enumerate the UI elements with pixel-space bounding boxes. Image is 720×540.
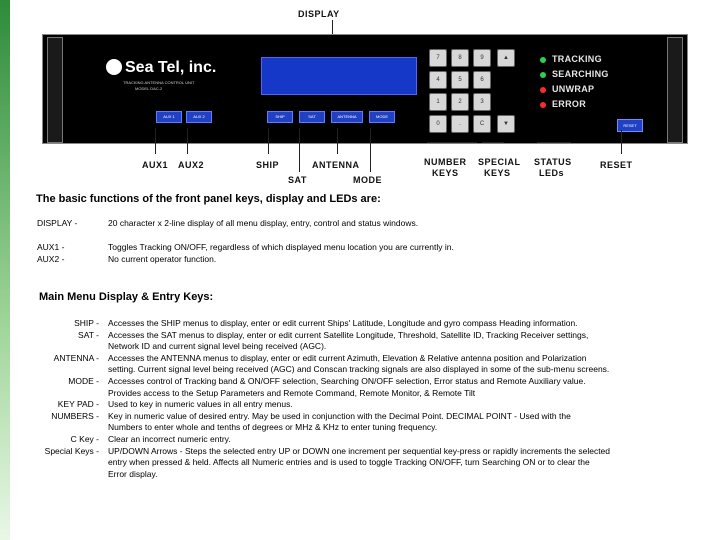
numpad-key[interactable]: C xyxy=(473,115,491,133)
reset-key[interactable]: RESET xyxy=(617,119,643,132)
led-unwrap-icon xyxy=(540,87,546,93)
desc-display: 20 character x 2-line display of all menu display, entry, control and status windows. xyxy=(108,218,419,228)
rack-ear-left xyxy=(47,37,63,143)
entry-description: Provides access to the Setup Parameters and Remote Command, Remote Monitor, & Remote Tilt xyxy=(108,387,476,398)
entry-description: setting. Current signal level being received (AGC) and Conscan tracking signals are also displayed in some of the sub-menu screens. xyxy=(108,364,610,375)
callout-reset: RESET xyxy=(600,160,633,170)
numpad-key[interactable]: 1 xyxy=(429,93,447,111)
numpad-key[interactable]: 3 xyxy=(473,93,491,111)
callout-aux1: AUX1 xyxy=(142,160,169,170)
callout-mode: MODE xyxy=(353,175,382,185)
led-label-error: ERROR xyxy=(552,99,587,109)
led-tracking-icon xyxy=(540,57,546,63)
callout-line xyxy=(268,128,269,154)
entry-term: KEY PAD - xyxy=(57,399,99,410)
led-searching-icon xyxy=(540,72,546,78)
desc-aux2: No current operator function. xyxy=(108,254,217,264)
entry-description: Error display. xyxy=(108,468,158,479)
lcd-display xyxy=(261,57,417,95)
numpad-key[interactable]: 5 xyxy=(451,71,469,89)
callout-sat: SAT xyxy=(288,175,307,185)
led-error-icon xyxy=(540,102,546,108)
entry-description: Used to key in numeric values in all entry menus. xyxy=(108,399,293,410)
section1-heading: The basic functions of the front panel keys, display and LEDs are: xyxy=(36,193,381,205)
control-unit-panel xyxy=(42,34,688,144)
entry-description: Network ID and current signal level being received (AGC). xyxy=(108,341,327,352)
numpad-key[interactable]: 9 xyxy=(473,49,491,67)
callout-special-keys: SPECIAL xyxy=(478,157,521,167)
entry-description: entry when pressed & held. Affects all Numeric entries and is used to toggle Tracking ON/OFF, turn Searching ON or to clear the xyxy=(108,457,590,468)
entry-description: Key in numeric value of desired entry. May be used in conjunction with the Decimal Point. DECIMAL POINT - Used with the xyxy=(108,410,571,421)
up-arrow-key[interactable]: ▲ xyxy=(497,49,515,67)
entry-description: Accesses the SAT menus to display, enter or edit current Satellite Longitude, Threshold, Satellite ID, Tracking Receiver settings, xyxy=(108,329,589,340)
callout-bracket xyxy=(427,142,477,143)
numpad-key[interactable]: 6 xyxy=(473,71,491,89)
numpad-key[interactable]: 4 xyxy=(429,71,447,89)
callout-line xyxy=(337,128,338,154)
entry-term: C Key - xyxy=(70,434,99,444)
term-display: DISPLAY - xyxy=(37,218,78,228)
aux2-key[interactable]: AUX 2 xyxy=(186,111,212,123)
logo-subtitle-1: TRACKING ANTENNA CONTROL UNIT xyxy=(123,80,195,85)
numpad-key[interactable]: 0 xyxy=(429,115,447,133)
led-label-tracking: TRACKING xyxy=(552,54,602,64)
led-label-searching: SEARCHING xyxy=(552,69,609,79)
ship-key[interactable]: SHIP xyxy=(267,111,293,123)
down-arrow-key[interactable]: ▼ xyxy=(497,115,515,133)
display-callout-label: DISPLAY xyxy=(298,9,340,19)
section2-heading: Main Menu Display & Entry Keys: xyxy=(39,291,214,303)
entry-description: Accesses control of Tracking band & ON/OFF selection, Searching ON/OFF selection, Error status and Remote Auxiliary value. xyxy=(108,376,586,386)
led-label-unwrap: UNWRAP xyxy=(552,84,595,94)
entry-description: UP/DOWN Arrows - Steps the selected entry UP or DOWN one increment per sequential key-press or rapidly increments the selected xyxy=(108,445,611,456)
entry-term: SHIP - xyxy=(74,318,99,328)
callout-status-leds-2: LEDs xyxy=(539,168,565,178)
logo-subtitle-2: MODEL DAC-2 xyxy=(135,86,163,91)
entry-term: SAT - xyxy=(78,329,99,340)
callout-number-keys-2: KEYS xyxy=(432,168,459,178)
decorative-gradient-strip xyxy=(0,0,10,540)
brand-logo: Sea Tel, inc. xyxy=(125,59,217,76)
entry-description: Accesses the SHIP menus to display, enter or edit current Ships' Latitude, Longitude and gyro compass Heading information. xyxy=(108,318,578,328)
callout-bracket xyxy=(537,142,571,143)
entry-description: Clear an incorrect numeric entry. xyxy=(108,434,231,444)
entry-description: Accesses the ANTENNA menus to display, enter or edit current Azimuth, Elevation & Relative antenna position and Polarization xyxy=(108,352,587,363)
aux1-key[interactable]: AUX 1 xyxy=(156,111,182,123)
sat-key[interactable]: SAT xyxy=(299,111,325,123)
callout-line xyxy=(187,128,188,154)
numpad-key[interactable]: . xyxy=(451,115,469,133)
callout-antenna: ANTENNA xyxy=(312,160,360,170)
numpad-key[interactable]: 2 xyxy=(451,93,469,111)
callout-number-keys: NUMBER xyxy=(424,157,467,167)
entry-description: Numbers to enter whole and tenths of degrees or MHz & KHz to enter tuning frequency. xyxy=(108,422,438,433)
numpad-key[interactable]: 7 xyxy=(429,49,447,67)
callout-status-leds: STATUS xyxy=(534,157,572,167)
antenna-key[interactable]: ANTENNA xyxy=(331,111,363,123)
callout-line xyxy=(155,128,156,154)
term-aux1: AUX1 - xyxy=(37,242,65,252)
callout-special-keys-2: KEYS xyxy=(484,168,511,178)
numpad-key[interactable]: 8 xyxy=(451,49,469,67)
callout-line xyxy=(299,128,300,172)
callout-line xyxy=(621,130,622,154)
callout-ship: SHIP xyxy=(256,160,280,170)
mode-key[interactable]: MODE xyxy=(369,111,395,123)
entry-term: MODE - xyxy=(68,376,99,386)
entry-term: ANTENNA - xyxy=(53,352,99,363)
desc-aux1: Toggles Tracking ON/OFF, regardless of which displayed menu location you are currently in. xyxy=(108,242,454,252)
seatel-logo-icon xyxy=(106,59,122,75)
rack-ear-right xyxy=(667,37,683,143)
callout-bracket xyxy=(482,142,504,143)
front-panel-figure xyxy=(12,0,706,193)
entry-term: NUMBERS - xyxy=(51,410,99,421)
term-aux2: AUX2 - xyxy=(37,254,65,264)
callout-aux2: AUX2 xyxy=(178,160,205,170)
entry-term: Special Keys - xyxy=(44,445,99,456)
callout-line xyxy=(370,128,371,172)
